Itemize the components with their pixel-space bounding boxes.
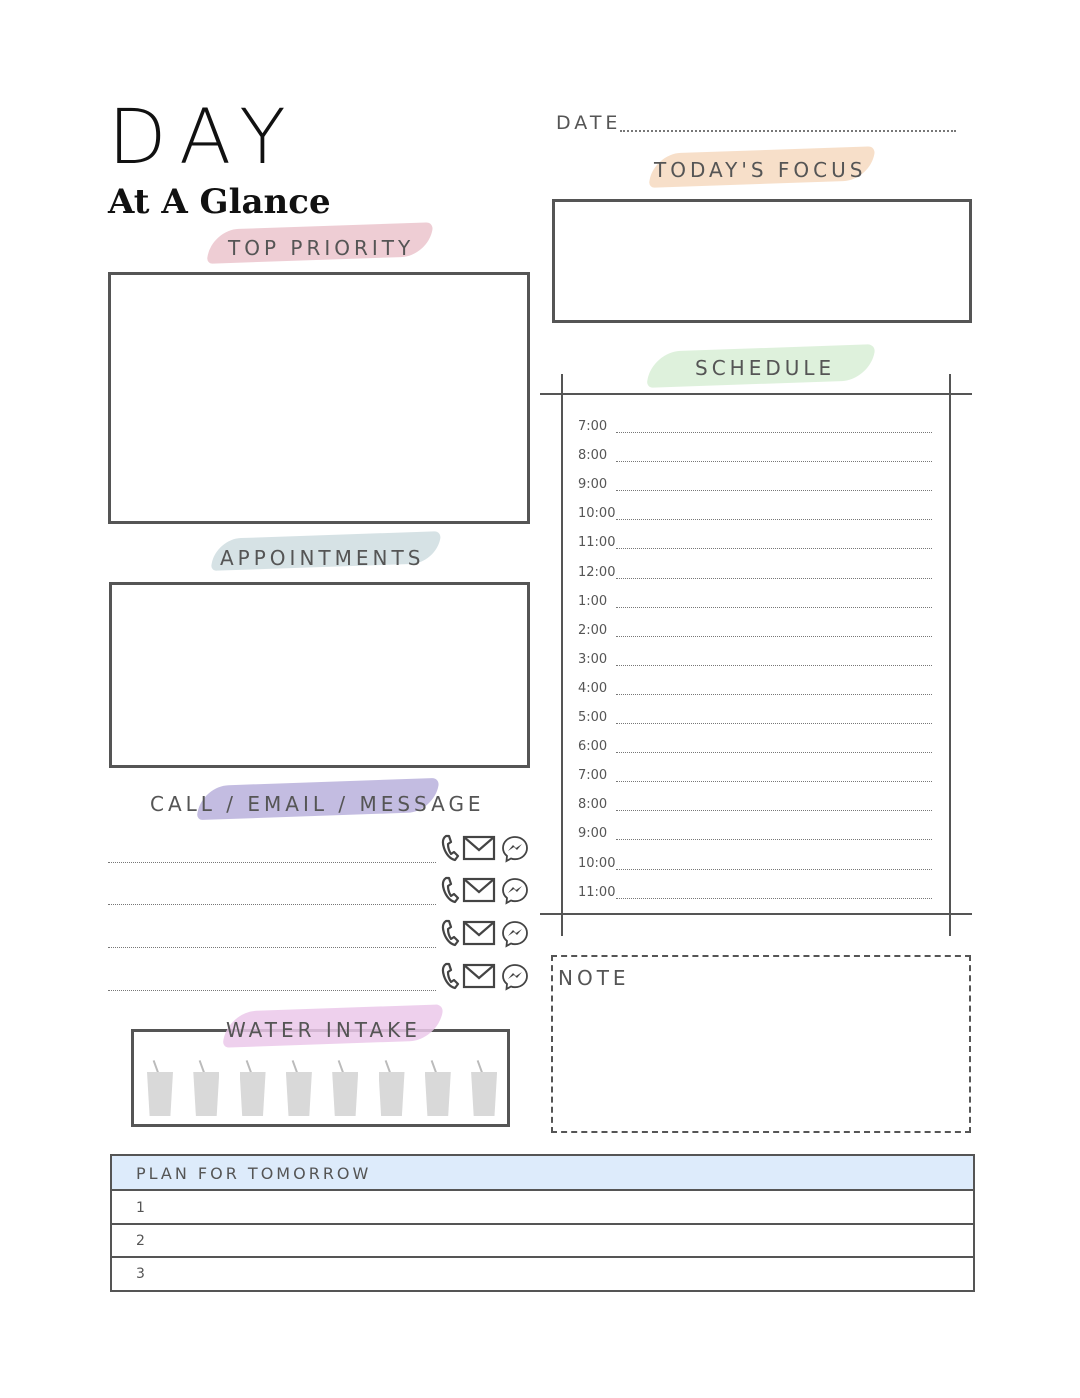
contact-icons [440,962,532,994]
schedule-line [616,432,932,433]
note-label: NOTE [558,966,630,990]
contact-line[interactable] [108,990,436,991]
schedule-label: SCHEDULE [695,356,836,380]
phone-icon[interactable] [440,834,462,866]
schedule-time-label: 10:00 [578,855,616,871]
schedule-time-label: 8:00 [578,448,608,464]
todays-focus-box[interactable] [552,199,972,323]
messenger-icon[interactable] [500,919,530,953]
schedule-time-label: 6:00 [578,739,608,755]
mail-icon[interactable] [462,876,496,908]
schedule-row[interactable] [578,652,932,672]
contact-icons [440,919,532,951]
schedule-row[interactable] [578,565,932,585]
schedule-row[interactable] [578,739,932,759]
water-cup-icon[interactable] [147,1072,173,1116]
mail-icon[interactable] [462,834,496,866]
schedule-time-label: 2:00 [578,622,608,638]
schedule-line [616,869,932,870]
schedule-row[interactable] [578,710,932,730]
schedule-time-label: 1:00 [578,593,608,609]
schedule-time-label: 3:00 [578,651,608,667]
mail-icon[interactable] [462,919,496,951]
contact-label: CALL / EMAIL / MESSAGE [150,792,485,816]
plan-header [112,1156,973,1191]
schedule-line [616,839,932,840]
plan-header-label: PLAN FOR TOMORROW [136,1164,372,1183]
schedule-time-label: 4:00 [578,680,608,696]
contact-line[interactable] [108,862,436,863]
phone-icon[interactable] [440,962,462,994]
plan-row[interactable] [112,1257,973,1289]
schedule-line [616,694,932,695]
schedule-row[interactable] [578,477,932,497]
water-cup-icon[interactable] [332,1072,358,1116]
mail-icon[interactable] [462,962,496,994]
schedule-row[interactable] [578,594,932,614]
plan-row-number: 2 [136,1233,145,1249]
schedule-time-label: 10:00 [578,506,616,522]
todays-focus-label: TODAY'S FOCUS [654,158,867,182]
appointments-label: APPOINTMENTS [220,546,425,570]
schedule-line [616,665,932,666]
schedule-time-label: 11:00 [578,535,616,551]
water-cup-icon[interactable] [240,1072,266,1116]
schedule-time-label: 9:00 [578,477,608,493]
schedule-time-label: 11:00 [578,884,616,900]
contact-line[interactable] [108,947,436,948]
schedule-bottom-line [540,913,972,915]
water-label: WATER INTAKE [226,1018,421,1042]
schedule-left-line [561,374,563,936]
water-cup-icon[interactable] [471,1072,497,1116]
schedule-row[interactable] [578,856,932,876]
appointments-box[interactable] [109,582,530,768]
plan-row[interactable] [112,1191,973,1225]
schedule-row[interactable] [578,797,932,817]
plan-row[interactable] [112,1224,973,1258]
schedule-row[interactable] [578,885,932,905]
schedule-row[interactable] [578,768,932,788]
schedule-line [616,490,932,491]
water-cup-icon[interactable] [379,1072,405,1116]
water-cup-icon[interactable] [286,1072,312,1116]
schedule-line [616,636,932,637]
date-line [620,130,956,132]
plan-row-number: 1 [136,1200,145,1216]
schedule-row[interactable] [578,826,932,846]
schedule-time-label: 8:00 [578,797,608,813]
messenger-icon[interactable] [500,876,530,910]
contact-icons [440,834,532,866]
schedule-line [616,578,932,579]
plan-table [110,1154,975,1292]
schedule-time-label: 9:00 [578,826,608,842]
date-label: DATE [556,112,622,134]
schedule-line [616,548,932,549]
page-title: DAY [108,92,300,181]
schedule-time-label: 5:00 [578,710,608,725]
schedule-row[interactable] [578,623,932,643]
schedule-line [616,519,932,520]
phone-icon[interactable] [440,876,462,908]
schedule-time-label: 12:00 [578,564,616,580]
schedule-top-line [540,393,972,395]
plan-row-number: 3 [136,1266,145,1282]
schedule-line [616,781,932,782]
schedule-row[interactable] [578,506,932,526]
schedule-line [616,461,932,462]
water-cup-icon[interactable] [425,1072,451,1116]
schedule-row[interactable] [578,535,932,555]
schedule-line [616,898,932,899]
contact-line[interactable] [108,904,436,905]
schedule-row[interactable] [578,681,932,701]
schedule-time-label: 7:00 [578,768,608,784]
contact-icons [440,876,532,908]
messenger-icon[interactable] [500,962,530,996]
water-cup-icon[interactable] [193,1072,219,1116]
schedule-time-label: 7:00 [578,419,608,434]
page-subtitle: At A Glance [108,182,331,222]
schedule-line [616,752,932,753]
date-field[interactable] [556,112,958,136]
schedule-row[interactable] [578,419,932,439]
top-priority-label: TOP PRIORITY [228,236,415,260]
messenger-icon[interactable] [500,834,530,868]
schedule-row[interactable] [578,448,932,468]
schedule-line [616,723,932,724]
phone-icon[interactable] [440,919,462,951]
schedule-right-line [949,374,951,936]
schedule-line [616,607,932,608]
schedule-line [616,810,932,811]
top-priority-box[interactable] [108,272,530,524]
